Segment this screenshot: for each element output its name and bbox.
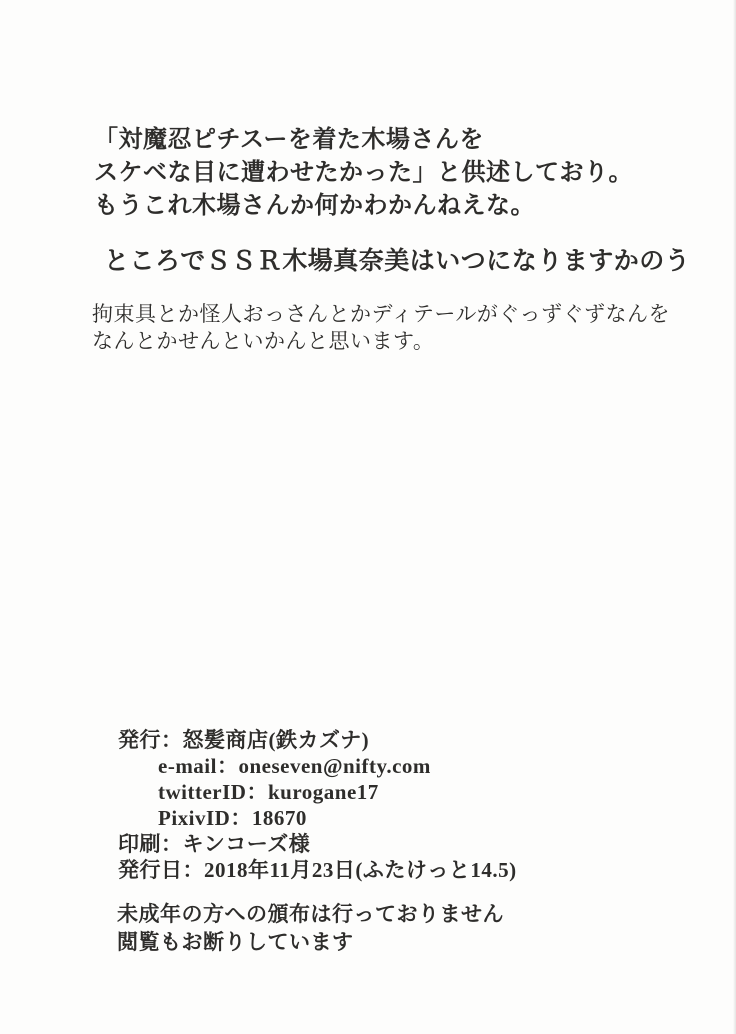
colophon-email-line: e-mail：oneseven@nifty.com: [158, 754, 431, 778]
afterword-note: [92, 301, 670, 355]
colophon-date-line: 発行日：2018年11月23日(ふたけっと14.5): [118, 858, 517, 882]
afterword-statement-line: スケベな目に遭わせたかった」と供述しており。: [94, 160, 633, 186]
afterword-statement-line: もうこれ木場さんか何かわかんねえな。: [94, 193, 535, 219]
colophon-pixiv-line: PixivID：18670: [158, 806, 307, 830]
afterword-statement: [94, 124, 633, 223]
afterword-statement-line: 「対魔忍ピチスーを着た木場さんを: [94, 127, 484, 153]
afterword-note-line: なんとかせんといかんと思います。: [92, 329, 435, 353]
age-restriction-notice: [117, 900, 504, 956]
colophon-twitter-line: twitterID：kurogane17: [158, 780, 379, 804]
afterword-note-line: 拘束具とか怪人おっさんとかディテールがぐっずぐずなんを: [92, 302, 670, 326]
notice-line: 未成年の方への頒布は行っておりません: [117, 902, 504, 926]
notice-line: 閲覧もお断りしています: [117, 930, 354, 954]
colophon-printer-line: 印刷：キンコーズ様: [118, 832, 311, 856]
afterword-aside: [104, 246, 690, 278]
afterword-aside-line: ところでＳＳＲ木場真奈美はいつになりますかのう: [104, 248, 691, 275]
colophon-publisher-line: 発行：怒髪商店(鉄カズナ): [118, 728, 370, 752]
colophon: [118, 727, 517, 883]
